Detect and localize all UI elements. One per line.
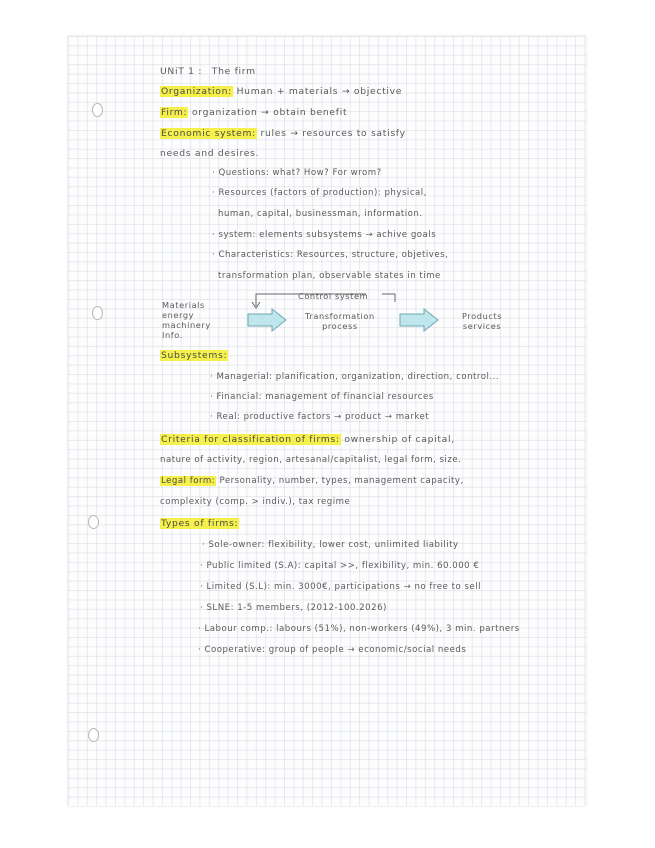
subsystems-heading — [160, 350, 228, 361]
criteria-text: ownership of capital, — [344, 434, 455, 445]
input-label: Info. — [162, 330, 183, 340]
heading-text: Subsystems: — [161, 350, 228, 361]
definition-text: rules → resources to satisfy — [260, 128, 406, 139]
econ-point: human, capital, businessman, information. — [218, 209, 423, 219]
econ-point: · system: elements subsystems → achive goals — [212, 230, 437, 240]
control-line — [382, 294, 395, 302]
types-heading — [160, 518, 239, 529]
subsystem-item: · Financial: management of financial resources — [210, 392, 434, 402]
firm-type-item: · Public limited (S.A): capital >>, flexibility, min. 60.000 € — [200, 561, 480, 571]
term-firm: Firm: — [161, 107, 188, 118]
input-label: machinery — [162, 320, 211, 330]
legal-form-text: Personality, number, types, management capacity, — [219, 476, 464, 486]
diagram-inputs — [162, 300, 211, 340]
term-organization: Organization: — [161, 86, 232, 97]
subsystem-item: · Managerial: planification, organization, direction, control... — [210, 372, 500, 382]
subsystem-item: · Real: productive factors → product → market — [210, 412, 430, 422]
diagram-control: Control system — [298, 291, 369, 301]
criteria-line — [160, 434, 455, 445]
criteria-heading: Criteria for classification of firms: — [161, 434, 340, 445]
econ-point: · Characteristics: Resources, structure, objetives, — [212, 250, 449, 260]
firm-type-item: · Sole-owner: flexibility, lower cost, unlimited liability — [202, 540, 459, 550]
input-block-arrow — [248, 309, 286, 331]
definition-text: organization → obtain benefit — [191, 107, 348, 118]
unit-title — [160, 66, 256, 77]
econ-point: transformation plan, observable states in time — [218, 271, 441, 281]
heading-text: Types of firms: — [161, 518, 239, 529]
diagram-arrows — [230, 284, 470, 334]
output-label: Products — [462, 311, 503, 321]
criteria-continuation: nature of activity, region, artesanal/capitalist, legal form, size. — [160, 455, 462, 465]
unit-name: The firm — [211, 66, 256, 77]
feedback-line — [256, 294, 366, 306]
binder-hole — [92, 306, 103, 320]
definition-firm — [160, 107, 347, 118]
binder-hole — [92, 103, 103, 117]
legal-form-line — [160, 476, 464, 486]
process-label: process — [322, 321, 358, 331]
firm-type-item: · Cooperative: group of people → economic/social needs — [198, 645, 467, 655]
input-label: Materials — [162, 300, 205, 310]
binder-hole — [88, 515, 99, 529]
definition-text: Human + materials → objective — [236, 86, 403, 97]
input-label: energy — [162, 310, 195, 320]
legal-form-continuation: complexity (comp. > indiv.), tax regime — [160, 497, 351, 507]
definition-continuation: needs and desires. — [160, 148, 260, 159]
process-label: Transformation — [305, 311, 375, 321]
firm-type-item: · SLNE: 1-5 members, (2012-100.2026) — [200, 603, 387, 613]
output-block-arrow — [400, 309, 438, 331]
firm-type-item: · Limited (S.L): min. 3000€, participations → no free to sell — [200, 582, 481, 592]
unit-number: UNiT 1 : — [160, 66, 203, 77]
definition-organization — [160, 86, 402, 97]
firm-type-item: · Labour comp.: labours (51%), non-workers (49%), 3 min. partners — [198, 624, 520, 634]
econ-point: · Resources (factors of production): physical, — [212, 188, 427, 198]
econ-point: · Questions: what? How? For wrom? — [212, 168, 382, 178]
term-economic-system: Economic system: — [161, 128, 256, 139]
legal-form-heading: Legal form: — [161, 476, 216, 486]
definition-economic-system — [160, 128, 406, 139]
binder-hole — [88, 728, 99, 742]
output-label: services — [462, 321, 502, 331]
